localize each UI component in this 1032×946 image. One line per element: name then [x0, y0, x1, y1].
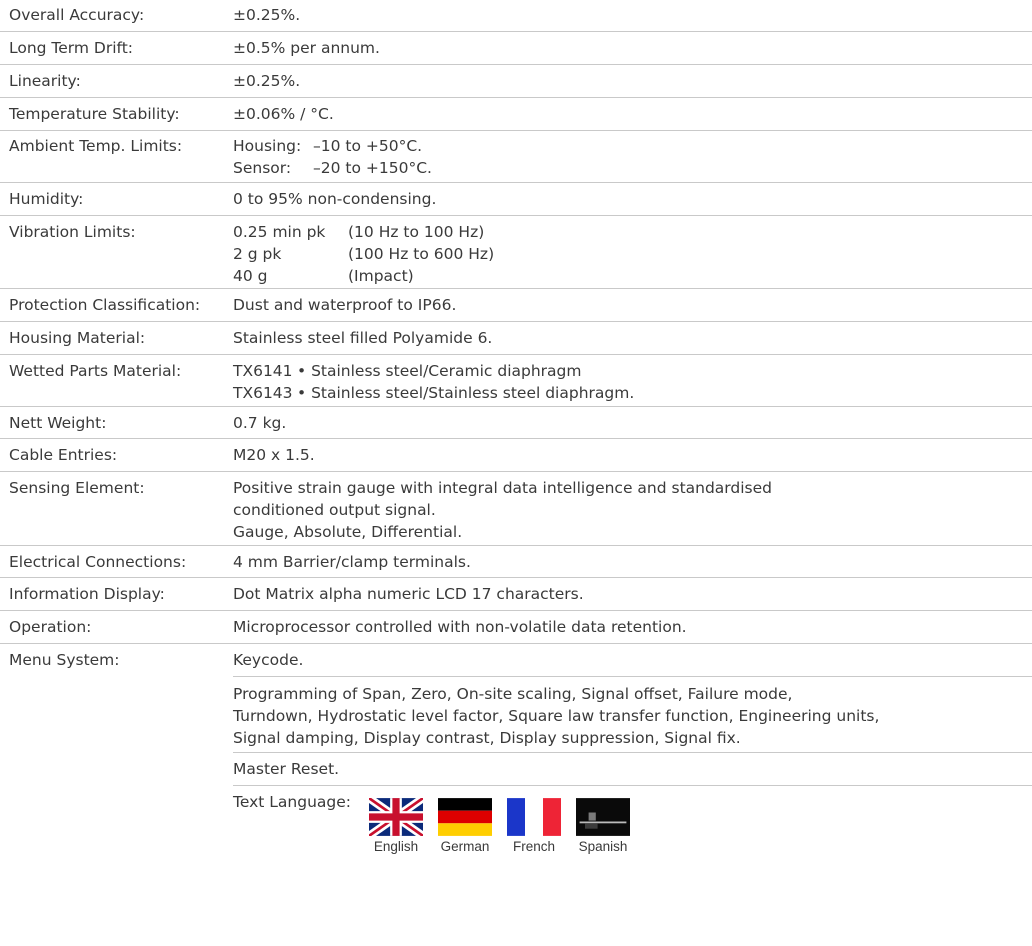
ambient-sensor-value: –20 to +150°C.	[313, 159, 432, 177]
spec-value: 4 mm Barrier/clamp terminals.	[233, 553, 471, 571]
ambient-housing-value: –10 to +50°C.	[313, 137, 423, 155]
language-option-french[interactable]	[507, 798, 561, 854]
spec-value: ±0.25%.	[233, 72, 301, 90]
ambient-housing-line	[233, 135, 1032, 157]
spec-row	[0, 98, 1032, 131]
spec-row	[0, 355, 1032, 407]
ambient-sensor-line	[233, 157, 1032, 179]
spec-row	[0, 546, 1032, 578]
spec-value: ±0.25%.	[233, 6, 301, 24]
spec-value	[233, 135, 1032, 179]
spec-label: Nett Weight:	[9, 414, 107, 432]
spec-value	[233, 221, 1032, 287]
spec-row	[0, 472, 1032, 546]
language-flags	[369, 798, 645, 854]
menu-master-reset: Master Reset.	[233, 753, 1032, 786]
spec-label: Menu System:	[9, 651, 120, 669]
vibration-amplitude: 0.25 min pk	[233, 223, 326, 241]
spec-row	[0, 216, 1032, 289]
menu-programming	[233, 677, 1032, 753]
vibration-amplitude: 40 g	[233, 267, 268, 285]
spec-row	[0, 611, 1032, 644]
programming-line: Turndown, Hydrostatic level factor, Square law transfer function, Engineering units,	[233, 707, 880, 725]
spec-label: Operation:	[9, 618, 92, 636]
menu-system-block	[0, 644, 1032, 854]
spec-value: ±0.06% / °C.	[233, 105, 334, 123]
vibration-range: (100 Hz to 600 Hz)	[348, 245, 495, 263]
spec-label: Temperature Stability:	[9, 105, 180, 123]
spec-value	[233, 360, 1032, 404]
spec-value: 0 to 95% non-condensing.	[233, 190, 437, 208]
spec-value: 0.7 kg.	[233, 414, 287, 432]
spec-label: Sensing Element:	[9, 479, 145, 497]
spec-label: Linearity:	[9, 72, 81, 90]
spec-row	[0, 289, 1032, 322]
spain-flag-icon	[576, 798, 630, 836]
wetted-line	[233, 382, 1032, 404]
spec-label: Wetted Parts Material:	[9, 362, 182, 380]
spec-value	[233, 477, 1032, 543]
spec-row	[0, 322, 1032, 355]
ambient-sensor-label: Sensor:	[233, 159, 292, 177]
spec-value: Dust and waterproof to IP66.	[233, 296, 457, 314]
language-caption: French	[512, 839, 556, 854]
france-flag-icon	[507, 798, 561, 836]
spec-label: Ambient Temp. Limits:	[9, 137, 183, 155]
sensing-line: Gauge, Absolute, Differential.	[233, 523, 463, 541]
spec-row	[0, 183, 1032, 216]
vibration-range: (10 Hz to 100 Hz)	[348, 223, 485, 241]
uk-flag-icon	[369, 798, 423, 836]
wetted-line	[233, 360, 1032, 382]
spec-row	[0, 65, 1032, 98]
language-caption: Spanish	[578, 839, 628, 854]
spec-row	[0, 0, 1032, 32]
language-option-german[interactable]	[438, 798, 492, 854]
language-option-spanish[interactable]	[576, 798, 630, 854]
programming-line: Programming of Span, Zero, On-site scaling, Signal offset, Failure mode,	[233, 685, 793, 703]
spec-row	[0, 131, 1032, 183]
spec-label: Humidity:	[9, 190, 84, 208]
text-language-label: Text Language:	[233, 793, 351, 811]
sensing-line: Positive strain gauge with integral data intelligence and standardised	[233, 479, 773, 497]
ambient-housing-label: Housing:	[233, 137, 302, 155]
language-caption: English	[373, 839, 419, 854]
text-language-row	[233, 786, 1032, 854]
vibration-amplitude: 2 g pk	[233, 245, 282, 263]
language-option-english[interactable]	[369, 798, 423, 854]
spec-row	[0, 407, 1032, 439]
vibration-line	[233, 221, 1032, 243]
language-caption: German	[440, 839, 490, 854]
spec-row	[0, 439, 1032, 472]
germany-flag-icon	[438, 798, 492, 836]
spec-value: Dot Matrix alpha numeric LCD 17 characters.	[233, 585, 584, 603]
spec-value: M20 x 1.5.	[233, 446, 315, 464]
spec-value: ±0.5% per annum.	[233, 39, 380, 57]
programming-line: Signal damping, Display contrast, Display suppression, Signal fix.	[233, 729, 741, 747]
spec-value: Microprocessor controlled with non-volatile data retention.	[233, 618, 687, 636]
spec-label: Housing Material:	[9, 329, 146, 347]
spec-row	[0, 578, 1032, 611]
spec-label: Protection Classification:	[9, 296, 201, 314]
menu-keycode: Keycode.	[233, 644, 1032, 677]
menu-system-values	[233, 644, 1032, 854]
vibration-line	[233, 243, 1032, 265]
wetted-material: • Stainless steel/Stainless steel diaphragm.	[297, 384, 635, 402]
wetted-material: • Stainless steel/Ceramic diaphragm	[297, 362, 582, 380]
spec-value: Stainless steel filled Polyamide 6.	[233, 329, 493, 347]
spec-label: Vibration Limits:	[9, 223, 136, 241]
spec-row	[0, 32, 1032, 65]
vibration-line	[233, 265, 1032, 287]
vibration-range: (Impact)	[348, 267, 414, 285]
spec-label: Electrical Connections:	[9, 553, 187, 571]
spec-label: Information Display:	[9, 585, 165, 603]
wetted-model: TX6143	[233, 384, 293, 402]
sensing-line: conditioned output signal.	[233, 501, 436, 519]
wetted-model: TX6141	[233, 362, 293, 380]
spec-label: Long Term Drift:	[9, 39, 134, 57]
spec-label: Cable Entries:	[9, 446, 118, 464]
spec-label: Overall Accuracy:	[9, 6, 145, 24]
